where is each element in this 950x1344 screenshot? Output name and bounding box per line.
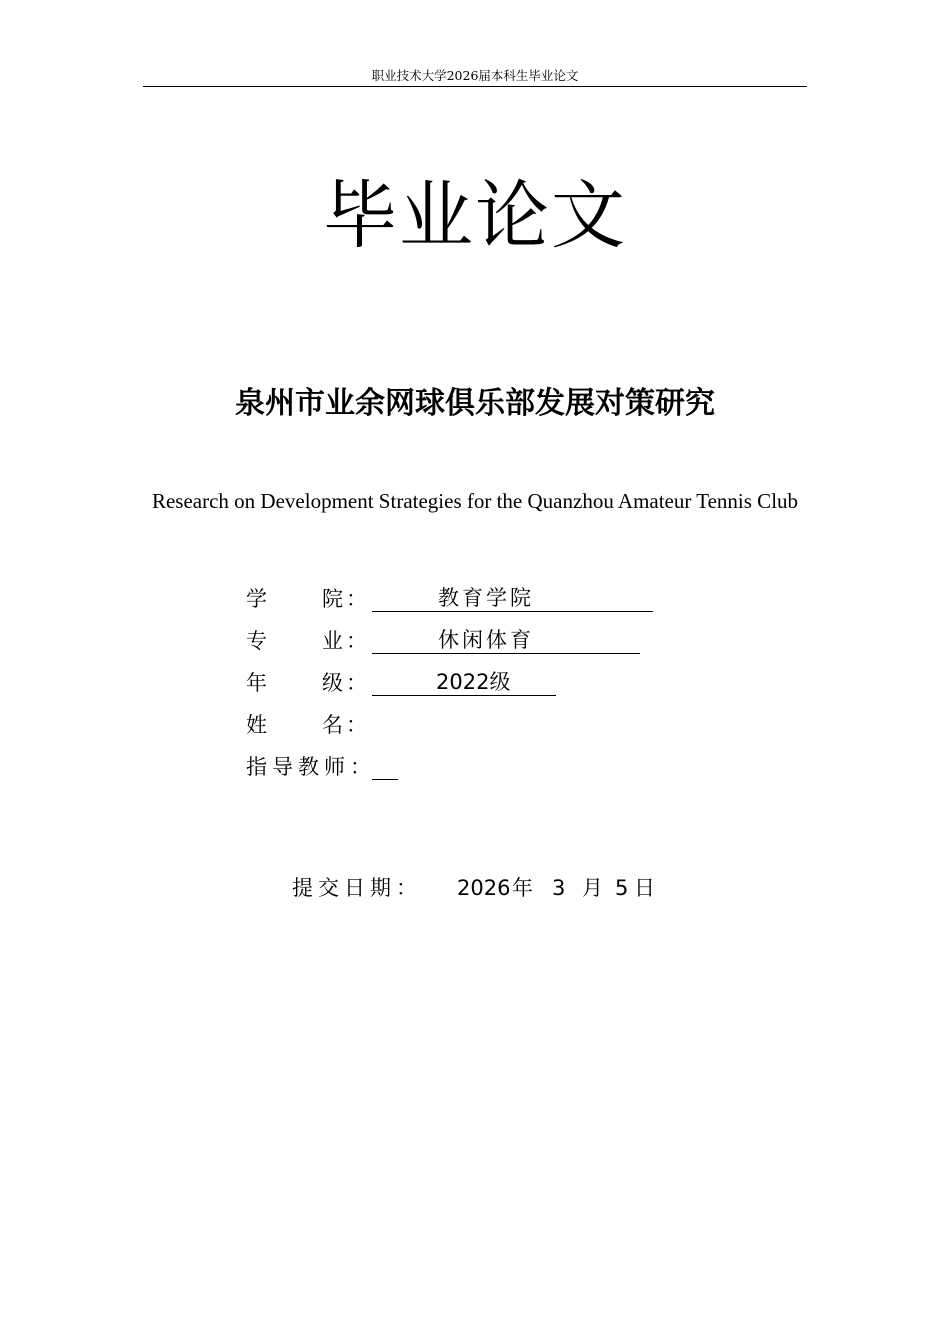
thesis-heading: 毕业论文	[323, 173, 627, 259]
name-label-colon: ：	[346, 713, 367, 737]
major-label-char-2: 业	[322, 629, 343, 653]
college-label-colon: ：	[346, 587, 367, 611]
grade-label-char-1: 年	[246, 671, 267, 695]
major-row	[246, 620, 766, 662]
major-value: 休闲体育	[438, 628, 534, 652]
name-label-char-1: 姓	[246, 713, 267, 737]
college-label-char-2: 院	[322, 587, 343, 611]
college-row	[246, 578, 766, 620]
name-row	[246, 704, 766, 746]
advisor-row	[246, 746, 766, 788]
grade-field[interactable]	[372, 669, 556, 696]
submission-month: 3	[552, 876, 566, 900]
student-info-block	[246, 578, 766, 788]
submission-day: 5	[615, 876, 629, 900]
submission-year-unit: 年	[512, 876, 533, 900]
advisor-field[interactable]	[372, 753, 398, 780]
submission-date-label: 提交日期：	[292, 876, 422, 900]
name-label-char-2: 名	[322, 713, 343, 737]
major-label-char-1: 专	[246, 629, 267, 653]
grade-value: 2022级	[436, 670, 511, 694]
grade-label-colon: ：	[346, 671, 367, 695]
major-field[interactable]	[372, 627, 640, 654]
running-header	[143, 66, 807, 87]
college-value: 教育学院	[438, 586, 534, 610]
grade-row	[246, 662, 766, 704]
advisor-label: 指导教师：	[246, 755, 376, 779]
submission-month-unit: 月	[582, 876, 603, 900]
submission-year: 2026	[457, 876, 511, 900]
grade-label-char-2: 级	[322, 671, 343, 695]
major-label-colon: ：	[346, 629, 367, 653]
running-header-text: 职业技术大学2026届本科生毕业论文	[371, 68, 579, 83]
submission-day-unit: 日	[634, 876, 655, 900]
college-label-char-1: 学	[246, 587, 267, 611]
english-title: Research on Development Strategies for the Quanzhou Amateur Tennis Club	[151, 489, 799, 513]
chinese-title: 泉州市业余网球俱乐部发展对策研究	[235, 386, 715, 421]
college-field[interactable]	[372, 585, 653, 612]
